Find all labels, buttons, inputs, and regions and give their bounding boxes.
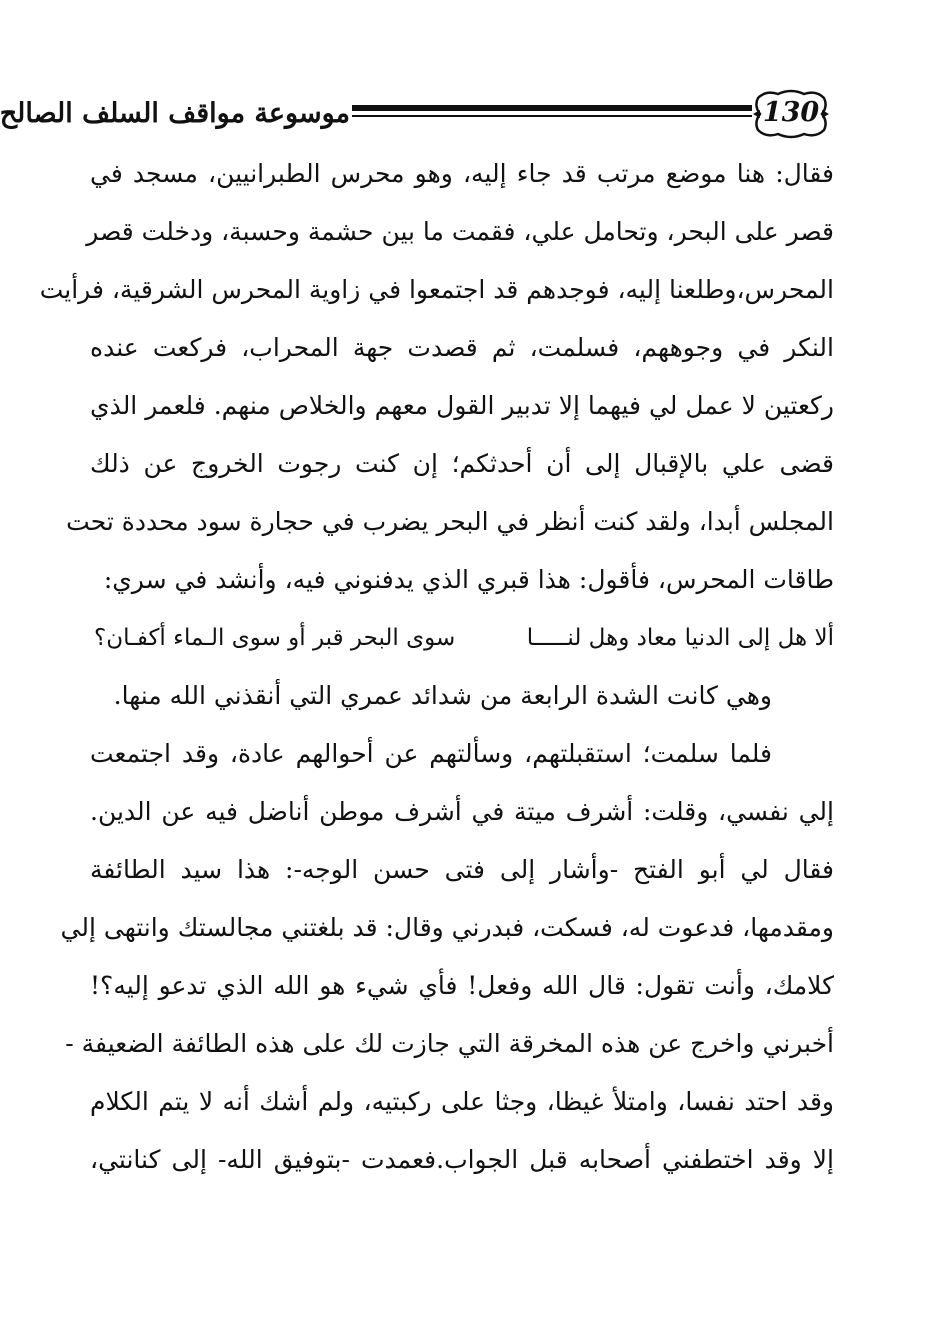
text-line: إلي نفسي، وقلت: أشرف ميتة في أشرف موطن أناضل فيه عن الدين. — [90, 797, 834, 826]
text-line: ركعتين لا عمل لي فيهما إلا تدبير القول معهم والخلاص منهم. فلعمر الذي — [90, 391, 834, 420]
text-line: وهي كانت الشدة الرابعة من شدائد عمري التي أنقذني الله منها. — [113, 681, 772, 710]
text-line: إلا وقد اختطفني أصحابه قبل الجواب.فعمدت -بتوفيق الله- إلى كنانتي، — [90, 1145, 834, 1174]
text-line: وقد احتد نفسا، وامتلأ غيظا، وجثا على ركبتيه، ولم أشك أنه لا يتم الكلام — [90, 1087, 834, 1116]
book-title: موسوعة مواقف السلف الصالح — [0, 98, 350, 129]
header-rule-thin-line — [352, 115, 752, 117]
text-line: النكر في وجوههم، فسلمت، ثم قصدت جهة المحراب، فركعت عنده — [90, 333, 834, 362]
text-line: قضى علي بالإقبال إلى أن أحدثكم؛ إن كنت رجوت الخروج عن ذلك — [90, 449, 834, 478]
page-body — [39, 148, 834, 1192]
text-line: طاقات المحرس، فأقول: هذا قبري الذي يدفنوني فيه، وأنشد في سري: — [103, 565, 834, 594]
text-line: فقال: هنا موضع مرتب قد جاء إليه، وهو محرس الطبرانيين، مسجد في — [90, 159, 834, 188]
text-line: فقال لي أبو الفتح -وأشار إلى فتى حسن الوجه-: هذا سيد الطائفة — [90, 855, 834, 884]
text-line: المجلس أبدا، ولقد كنت أنظر في البحر يضرب في حجارة سود محددة تحت — [66, 507, 834, 536]
verse-second-hemistich: سوى البحر قبر أو سوى الـماء أكفـان؟ — [94, 625, 456, 651]
header-rule — [352, 105, 752, 121]
text-line: فلما سلمت؛ استقبلتهم، وسألتهم عن أحوالهم عادة، وقد اجتمعت — [90, 739, 772, 768]
text-line: أخبرني واخرج عن هذه المخرقة التي جازت لك على هذه الطائفة الضعيفة - — [65, 1029, 834, 1058]
text-line: ومقدمها، فدعوت له، فسكت، فبدرني وقال: قد بلغتني مجالستك وانتهى إلي — [60, 913, 834, 942]
page-number-badge — [750, 86, 832, 142]
header-rule-thick-line — [352, 105, 752, 111]
text-line: قصر على البحر، وتحامل علي، فقمت ما بين حشمة وحسبة، ودخلت قصر — [86, 217, 834, 246]
running-header — [0, 86, 927, 146]
text-line: المحرس،وطلعنا إليه، فوجدهم قد اجتمعوا في زاوية المحرس الشرقية، فرأيت — [39, 275, 834, 304]
verse-first-hemistich: ألا هل إلى الدنيا معاد وهل لنـــــا — [526, 625, 834, 651]
poetry-verse — [90, 612, 834, 670]
page-number: 130 — [762, 97, 820, 128]
text-line: كلامك، وأنت تقول: قال الله وفعل! فأي شيء هو الله الذي تدعو إليه؟! — [90, 971, 834, 1000]
